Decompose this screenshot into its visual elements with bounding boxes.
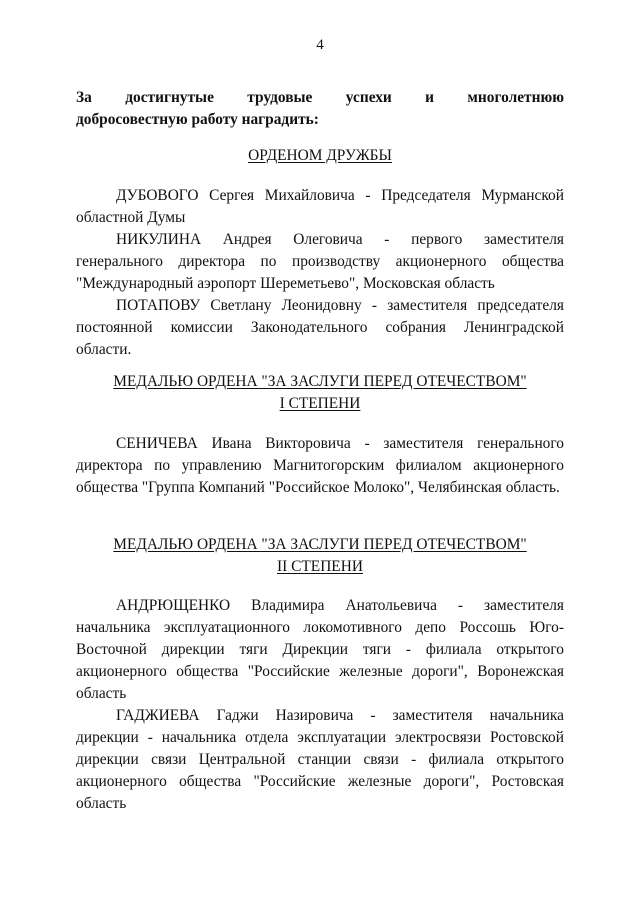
section-entries-medal-second-degree xyxy=(76,595,564,815)
award-entry: НИКУЛИНА Андрея Олеговича - первого заместителя генерального директора по производству акционерного общества "Международный аэропорт Шереметьево", Московская область xyxy=(76,231,564,292)
heading-line: ОРДЕНОМ ДРУЖБЫ xyxy=(248,147,392,164)
heading-line: II СТЕПЕНИ xyxy=(277,558,363,575)
intro-line-1: За достигнутые трудовые успехи и многолетнюю xyxy=(76,89,564,106)
award-entry: ДУБОВОГО Сергея Михайловича - Председателя Мурманской областной Думы xyxy=(76,187,564,226)
heading-line: I СТЕПЕНИ xyxy=(279,395,361,412)
intro-line-2: добросовестную работу наградить: xyxy=(76,111,319,128)
heading-line: МЕДАЛЬЮ ОРДЕНА "ЗА ЗАСЛУГИ ПЕРЕД ОТЕЧЕСТВОМ" xyxy=(113,373,527,390)
award-entry: ПОТАПОВУ Светлану Леонидовну - заместителя председателя постоянной комиссии Законодательного собрания Ленинградской области. xyxy=(76,297,564,358)
section-heading-medal-first-degree xyxy=(76,371,564,415)
heading-line: МЕДАЛЬЮ ОРДЕНА "ЗА ЗАСЛУГИ ПЕРЕД ОТЕЧЕСТВОМ" xyxy=(113,536,527,553)
award-entry: СЕНИЧЕВА Ивана Викторовича - заместителя генерального директора по управлению Магнитогорским филиалом акционерного общества "Группа Компаний "Российское Молоко", Челябинская область. xyxy=(76,435,564,496)
section-heading-medal-second-degree xyxy=(76,534,564,578)
section-entries-medal-first-degree xyxy=(76,433,564,499)
award-entry: ГАДЖИЕВА Гаджи Назировича - заместителя начальника дирекции - начальника отдела эксплуатации электросвязи Ростовской дирекции связи Центральной станции связи - филиала открытого акционерного общества "Российские железные дороги", Ростовская область xyxy=(76,707,564,812)
award-entry: АНДРЮЩЕНКО Владимира Анатольевича - заместителя начальника эксплуатационного локомотивного депо Россошь Юго-Восточной дирекции тяги Дирекции тяги - филиала открытого акционерного общества "Российские железные дороги", Воронежская область xyxy=(76,597,564,702)
section-entries-order-of-friendship xyxy=(76,185,564,361)
section-heading-order-of-friendship xyxy=(76,145,564,167)
page-number: 4 xyxy=(316,37,324,53)
intro-paragraph xyxy=(76,87,564,131)
